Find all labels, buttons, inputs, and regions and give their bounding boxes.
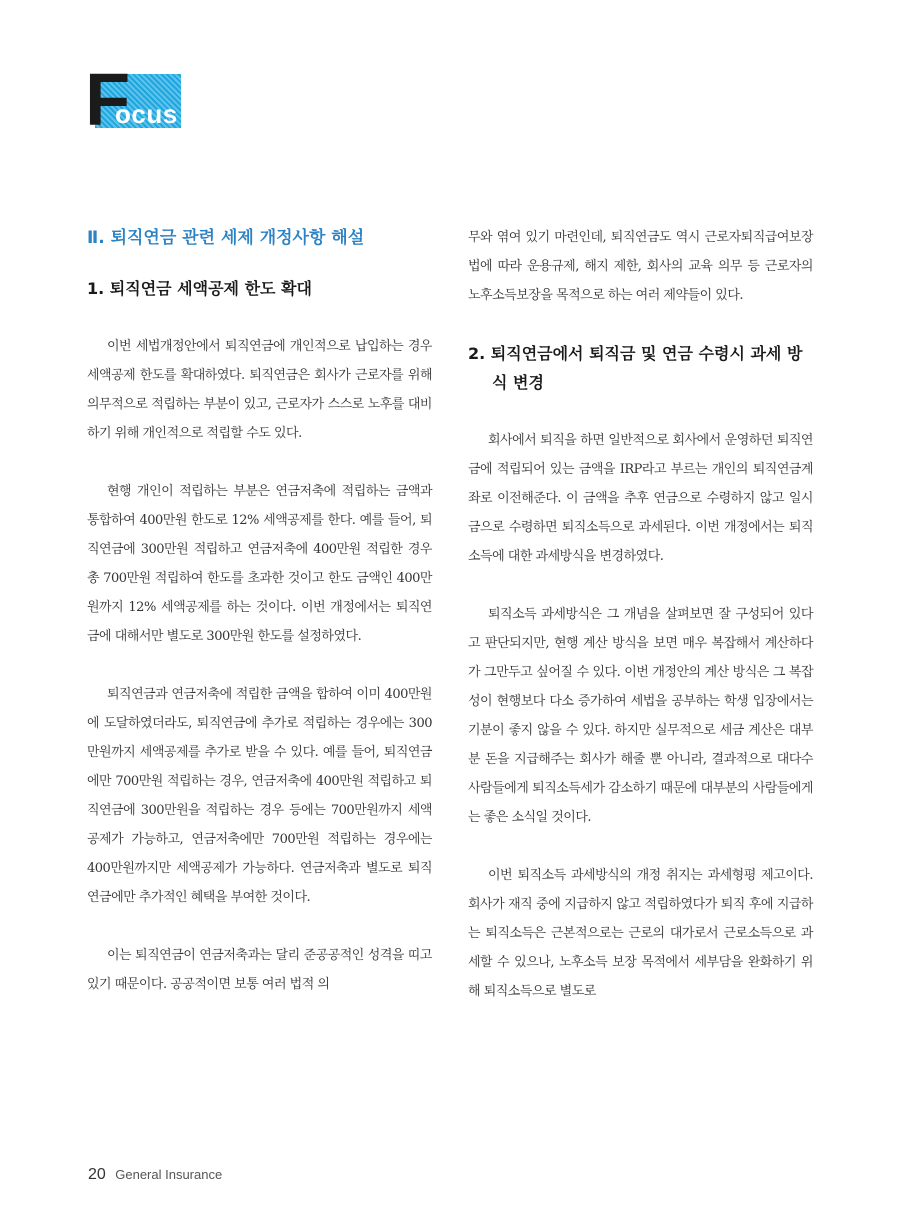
publication-name: General Insurance: [115, 1167, 223, 1182]
logo-text: ocus: [115, 99, 178, 129]
page-number: 20: [88, 1166, 106, 1183]
subheading-1: 1. 퇴직연금 세액공제 한도 확대: [87, 279, 312, 298]
page-footer: [88, 1166, 222, 1184]
paragraph: 회사에서 퇴직을 하면 일반적으로 회사에서 운영하던 퇴직연금에 적립되어 있는 금액을 IRP라고 부르는 개인의 퇴직연금계좌로 이전해준다. 이 금액을 추후 연금으로 수령하지 않고 일시금으로 수령하면 퇴직소득으로 과세된다. 이번 개정에서는 퇴직소득에 대한 과세방식을 변경하였다.: [468, 433, 813, 564]
paragraph: 현행 개인이 적립하는 부분은 연금저축에 적립하는 금액과 통합하여 400만원 한도로 12% 세액공제를 한다. 예를 들어, 퇴직연금에 300만원 적립하고 연금저축에 400만원 적립한 경우 총 700만원 적립하여 한도를 초과한 것이고 한도 금액인 400만원까지 12% 세액공제를 하는 것이다. 이번 개정에서는 퇴직연금에 대해서만 별도로 300만원 한도를 설정하였다.: [87, 484, 432, 644]
paragraph: 이번 세법개정안에서 퇴직연금에 개인적으로 납입하는 경우 세액공제 한도를 확대하였다. 퇴직연금은 회사가 근로자를 위해 의무적으로 적립하는 부분이 있고, 근로자가 스스로 노후를 대비하기 위해 개인적으로 적립할 수도 있다.: [87, 339, 432, 441]
paragraph: 이번 퇴직소득 과세방식의 개정 취지는 과세형평 제고이다. 회사가 재직 중에 지급하지 않고 적립하였다가 퇴직 후에 지급하는 퇴직소득은 근본적으로는 근로의 대가로서 근로소득으로 과세할 수 있으나, 노후소득 보장 목적에서 세부담을 완화하기 위해 퇴직소득으로 별도로: [468, 868, 813, 999]
right-column: [468, 223, 813, 1035]
focus-logo: [85, 58, 181, 141]
paragraph: 퇴직소득 과세방식은 그 개념을 살펴보면 잘 구성되어 있다고 판단되지만, 현행 계산 방식을 보면 매우 복잡해서 계산하다가 그만두고 싶어질 수 있다. 이번 개정안의 계산 방식은 그 복잡성이 현행보다 다소 증가하여 세법을 공부하는 학생 입장에서는 기분이 좋지 않을 수 있다. 하지만 실무적으로 세금 계산은 대부분 돈을 지급해주는 회사가 해줄 뿐 아니라, 결과적으로 대다수 사람들에게 퇴직소득세가 감소하기 때문에 대부분의 사람들에게는 좋은 소식일 것이다.: [468, 607, 813, 825]
section-title: Ⅱ. 퇴직연금 관련 세제 개정사항 해설: [87, 228, 365, 248]
paragraph-continued: 무와 엮여 있기 마련인데, 퇴직연금도 역시 근로자퇴직급여보장법에 따라 운용규제, 해지 제한, 회사의 교육 의무 등 근로자의 노후소득보장을 목적으로 하는 여러 제약들이 있다.: [468, 230, 813, 303]
left-column: [87, 223, 432, 1028]
logo-initial: F: [85, 58, 131, 141]
paragraph: 퇴직연금과 연금저축에 적립한 금액을 합하여 이미 400만원에 도달하였더라도, 퇴직연금에 추가로 적립하는 경우에는 300만원까지 세액공제를 추가로 받을 수 있다. 예를 들어, 퇴직연금에만 700만원 적립하는 경우, 연금저축에 400만원 적립하고 퇴직연금에 300만원을 적립하는 경우 등에는 700만원까지 세액공제가 가능하고, 연금저축에만 700만원 적립하는 경우에는 400만원까지만 세액공제가 가능하다. 연금저축과 별도로 퇴직연금에만 추가적인 혜택을 부여한 것이다.: [87, 687, 432, 905]
subheading-2: 2. 퇴직연금에서 퇴직금 및 연금 수령시 과세 방식 변경: [468, 344, 803, 392]
paragraph: 이는 퇴직연금이 연금저축과는 달리 준공공적인 성격을 띠고 있기 때문이다. 공공적이면 보통 여러 법적 의: [87, 948, 432, 992]
